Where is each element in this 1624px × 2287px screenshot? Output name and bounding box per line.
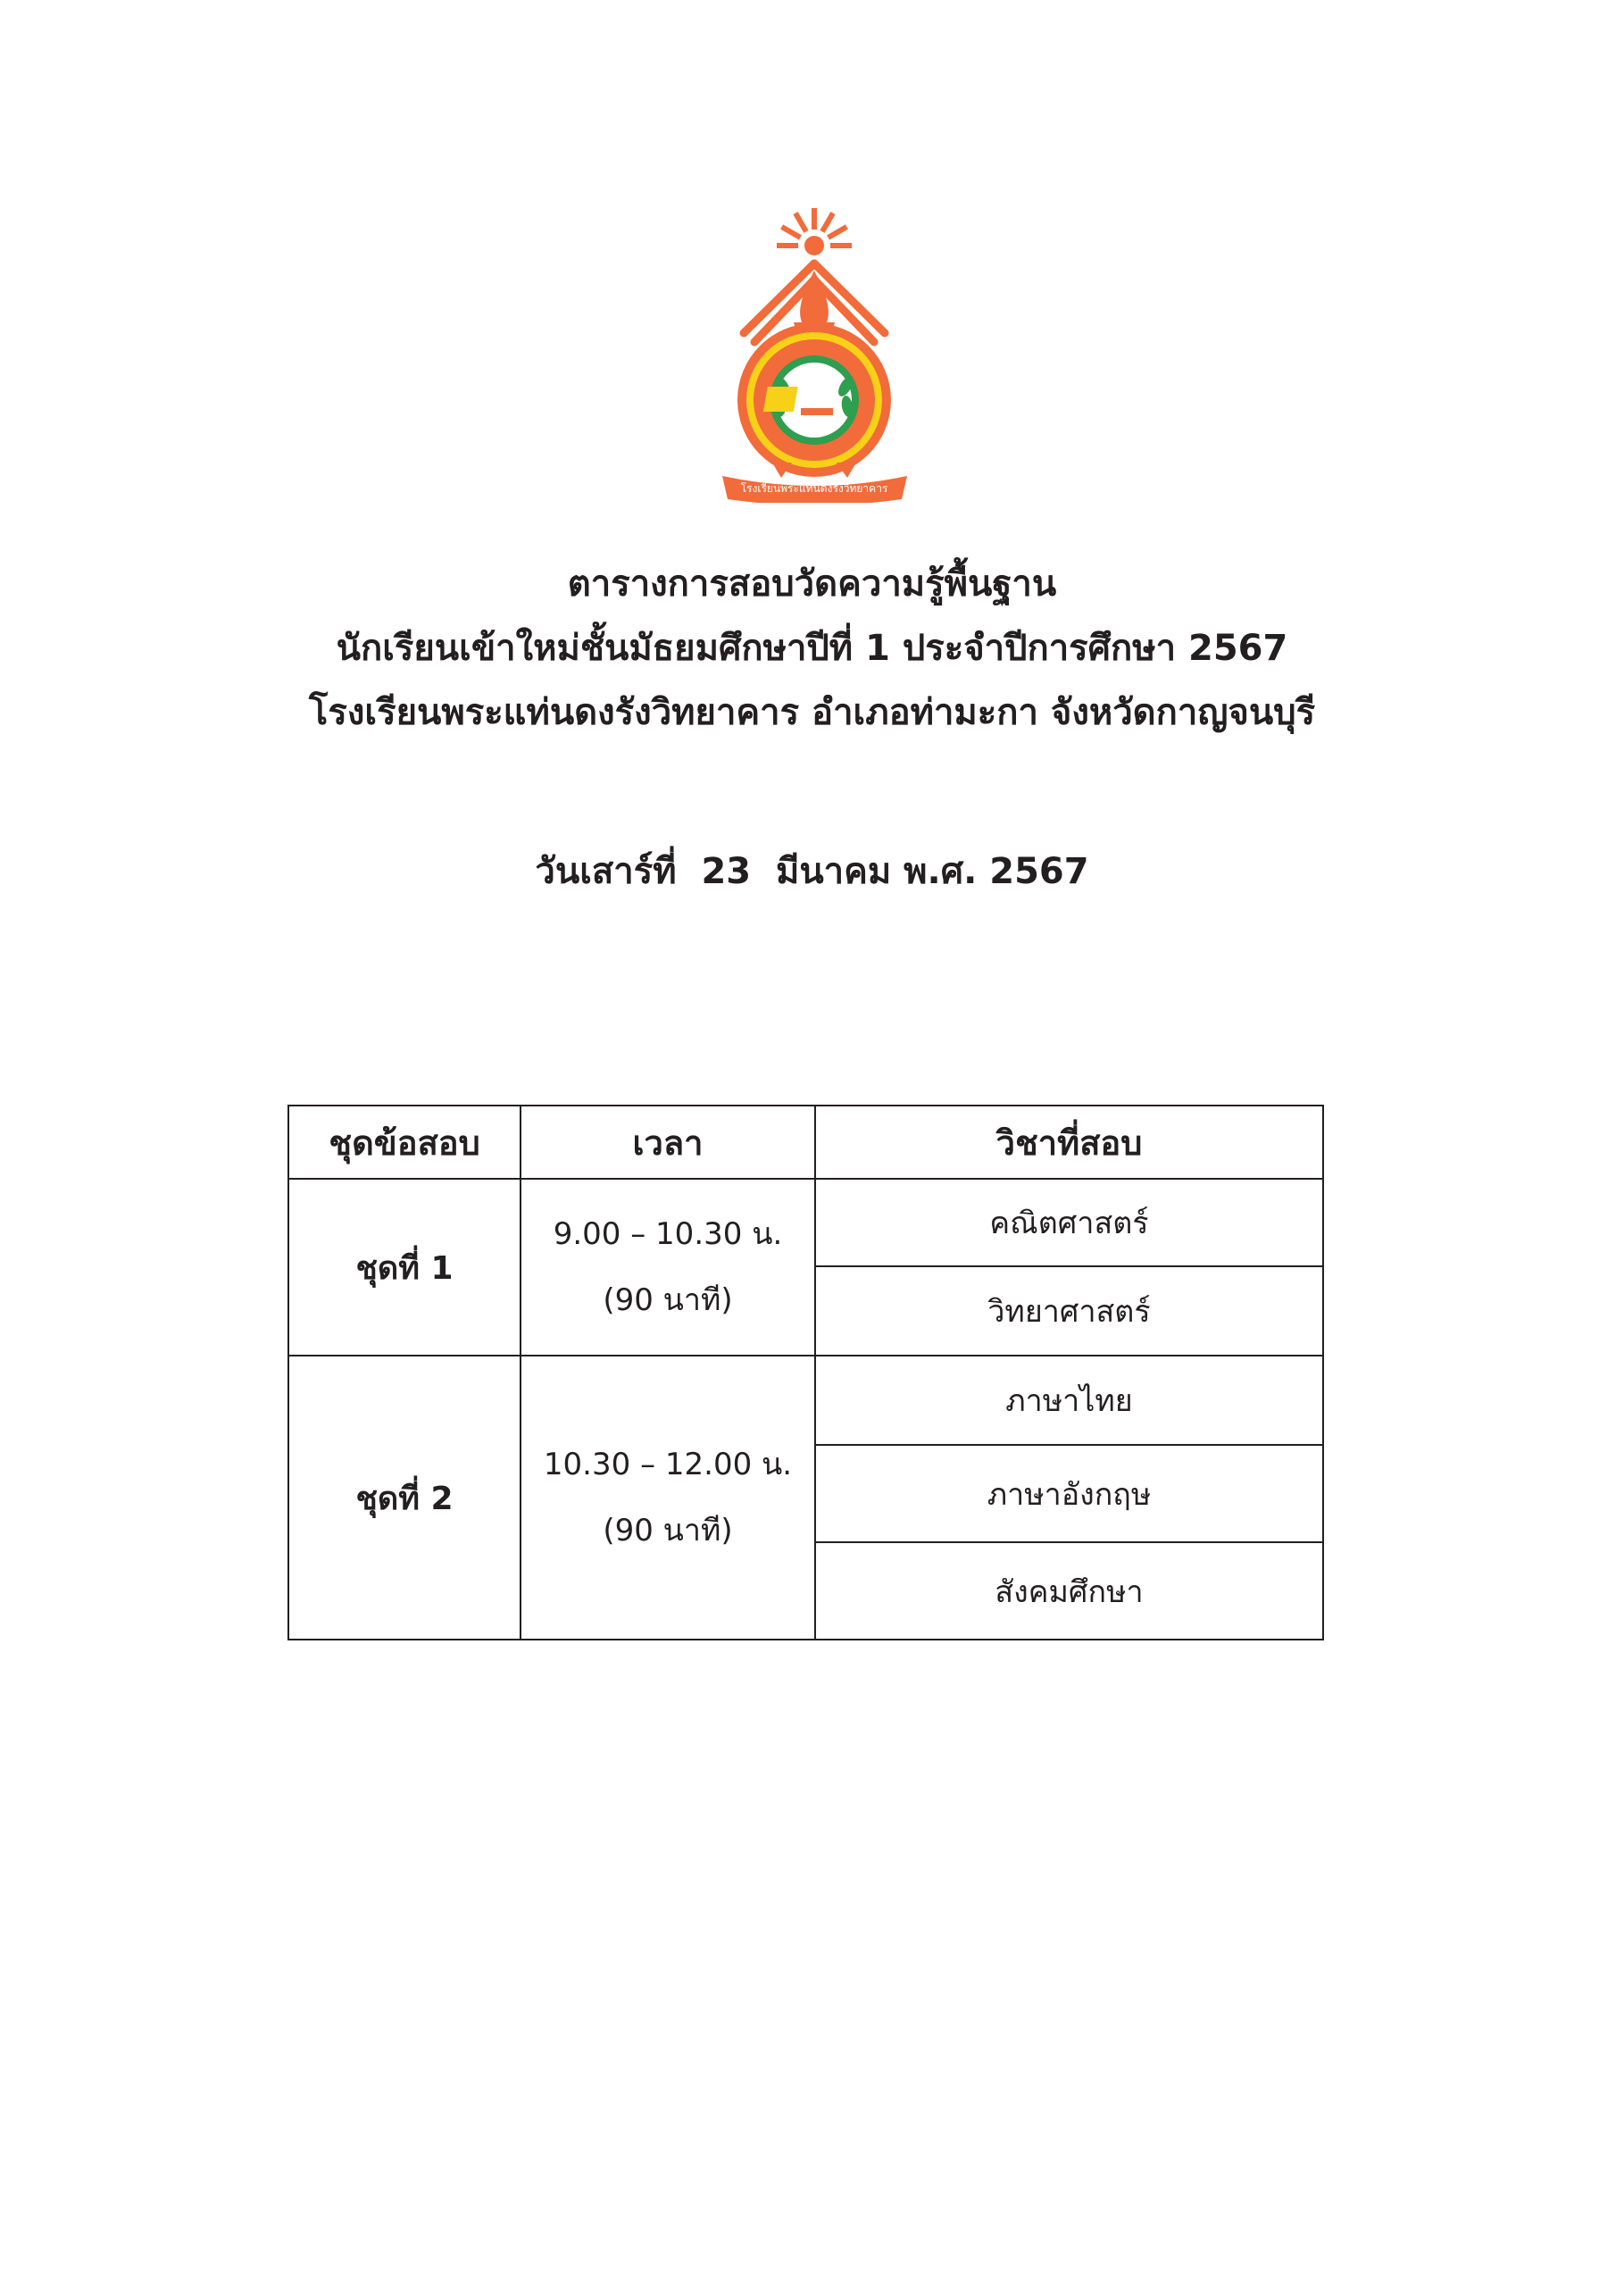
set-name: ชุดที่ 2 — [288, 1356, 521, 1640]
time-range: 10.30 – 12.00 น. — [543, 1447, 793, 1482]
header-time: เวลา — [521, 1106, 815, 1179]
page-subtitle: นักเรียนเข้าใหม่ชั้นมัธยมศึกษาปีที่ 1 ประจำปีการศึกษา 2567 — [336, 628, 1288, 669]
subject-cell: คณิตศาสตร์ — [815, 1179, 1323, 1266]
school-logo — [719, 208, 911, 503]
header-set: ชุดข้อสอบ — [288, 1106, 521, 1179]
table-row — [288, 1179, 1323, 1266]
duration: (90 นาที) — [603, 1282, 733, 1318]
time-cell — [521, 1179, 815, 1356]
subject-cell: สังคมศึกษา — [815, 1542, 1323, 1640]
duration: (90 นาที) — [603, 1513, 733, 1548]
sun-icon — [777, 208, 852, 255]
subject-cell: ภาษาอังกฤษ — [815, 1445, 1323, 1542]
table-header-row — [288, 1106, 1323, 1179]
page-title: ตารางการสอบวัดความรู้พื้นฐาน — [567, 563, 1057, 605]
table-row — [288, 1356, 1323, 1445]
exam-schedule-table — [287, 1105, 1324, 1640]
subject-cell: ภาษาไทย — [815, 1356, 1323, 1445]
title-block — [0, 561, 1624, 754]
school-line: โรงเรียนพระแท่นดงรังวิทยาคาร อำเภอท่ามะกา จังหวัดกาญจนบุรี — [308, 692, 1316, 733]
time-cell — [521, 1356, 815, 1640]
exam-date: วันเสาร์ที่ 23 มีนาคม พ.ศ. 2567 — [535, 851, 1089, 892]
header-subject: วิชาที่สอบ — [815, 1106, 1323, 1179]
set-name: ชุดที่ 1 — [288, 1179, 521, 1356]
logo-caption: โรงเรียนพระแท่นดงรังวิทยาคาร — [740, 482, 888, 495]
time-range: 9.00 – 10.30 น. — [553, 1216, 783, 1252]
subject-cell: วิทยาศาสตร์ — [815, 1266, 1323, 1356]
